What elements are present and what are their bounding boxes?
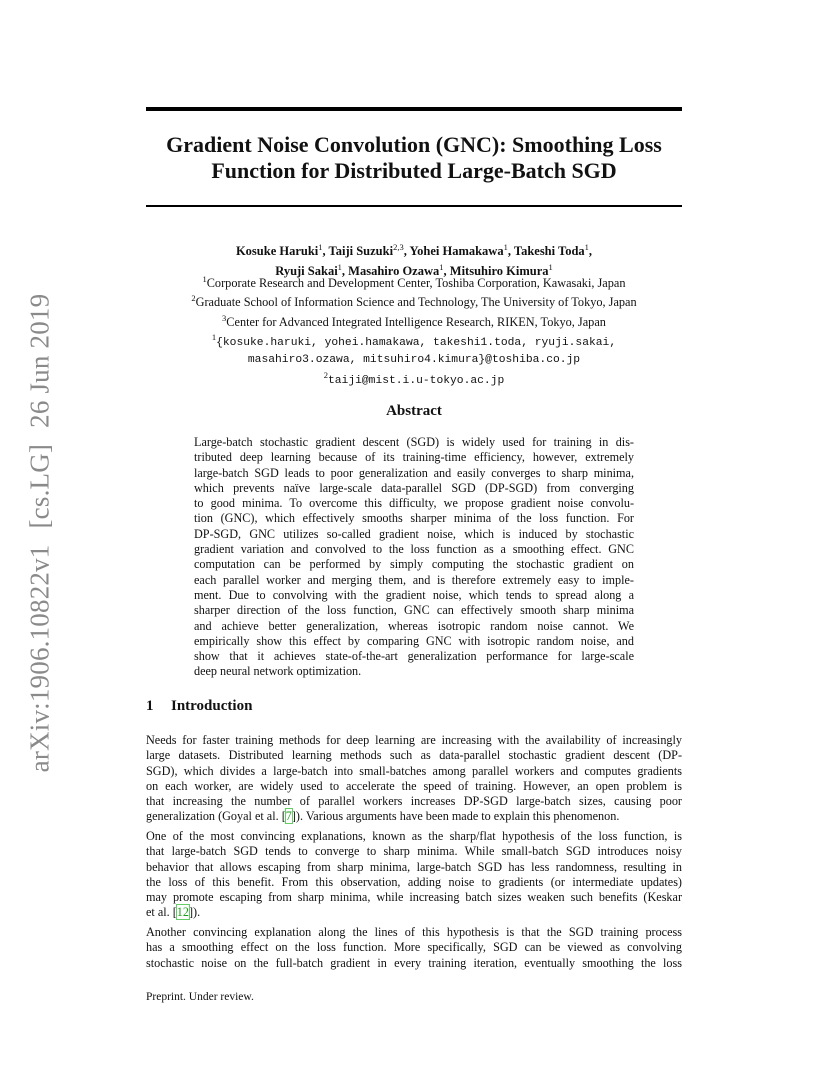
arxiv-category: [cs.LG] [24,443,55,529]
abstract-line: large-batch SGD leads to poor generalization and easily converges to sharp minima, [194,465,634,480]
paragraph-line: Needs for faster training methods for deep learning are increasing with the availability of increasingly [146,733,682,747]
paragraph-line: behavior that allows escaping from sharp minima, large-batch SGD has less randomness, resulting in [146,859,682,874]
author-name: Taiji Suzuki [328,244,394,259]
email-line [146,368,682,389]
abstract-line: empirically show this effect by comparing GNC with isotropic random noise, and [194,633,634,648]
author-affiliation-mark: 1 [548,261,553,272]
paragraph-text: et al. [ [146,905,177,920]
paragraph-line [146,905,682,920]
paragraph-line: that large-batch SGD tends to converge to sharp minima. While small-batch SGD introduces noisy [146,844,682,859]
citation-link[interactable]: 12 [176,905,189,920]
paragraph-line: SGD), which divides a large-batch into small-batches among parallel workers and computes gradients [146,763,682,778]
paragraph-3 [146,925,682,971]
abstract-line: and achieve better generalization, whereas isotropic random noise cannot. We [194,618,634,633]
author-line-2: Ryuji Sakai$^1$, Masahiro Ozawa$^1$, Mitsuhiro Kimura$^1$ [275,261,553,278]
paragraph-text: generalization (Goyal et al. [ [146,809,286,824]
title-top-rule [146,107,682,111]
email-line [146,351,682,368]
author-name: Yohei Hamakawa [409,244,504,259]
abstract-body [194,435,634,680]
abstract-line: to good minima. To overcome this difficulty, we propose gradient noise convolu- [194,496,634,511]
affiliation-mark: 1 [202,274,207,284]
paragraph-line: has a smoothing effect on the loss function. More specifically, SGD can be viewed as convolving [146,940,682,955]
author-affiliation-mark: 1 [503,242,508,252]
abstract-line: tion (GNC), which effectively smooths sharper minima of the loss function. For [194,511,634,526]
affiliation-line [146,291,682,310]
paragraph-1 [146,733,682,825]
paragraph-line [146,809,682,824]
paragraph-line: the loss of this benefit. From this observation, adding noise to gradients (or intermediate updates) [146,874,682,889]
abstract-line: DP-SGD, GNC utilizes so-called gradient noise, which is induced by stochastic [194,526,634,541]
paragraph-line: One of the most convincing explanations, known as the sharp/flat hypothesis of the loss function, is [146,829,682,843]
arxiv-date: 26 Jun 2019 [24,293,55,428]
author-name: Masahiro Ozawa [348,263,440,278]
author-affiliation-mark: 2,3 [393,242,404,252]
affiliation-line [146,311,682,330]
author-name: Takeshi Toda [513,244,585,259]
author-name: Ryuji Sakai [275,263,338,278]
paragraph-text: ]). Various arguments have been made to explain this phenomenon. [291,809,620,824]
paragraph-2 [146,829,682,921]
author-name: Mitsuhiro Kimura [449,263,549,278]
email-mark: 2 [323,370,328,381]
author-line-1: Kosuke Haruki$^1$, Taiji Suzuki$^{2,3}$, Yohei Hamakawa$^1$, Takeshi Toda$^1$, [235,242,593,259]
author-affiliation-mark: 1 [337,261,342,272]
citation-link[interactable]: 7 [285,809,292,824]
affiliation-text: Corporate Research and Development Center, Toshiba Corporation, Kawasaki, Japan [206,276,626,291]
affiliation-mark: 2 [191,293,196,304]
affiliation-text: Graduate School of Information Science and Technology, The University of Tokyo, Japan [195,295,637,310]
author-affiliation-mark: 1 [439,261,444,272]
section-number: 1 [146,698,154,714]
paragraph-line: Another convincing explanation along the lines of this hypothesis is that the SGD training process [146,925,682,939]
abstract-line: each parallel worker and merging them, and is therefore extremely easy to imple- [194,572,634,587]
paragraph-line: on each worker, are widely used to accelerate the speed of training. However, an open problem is [146,778,682,793]
abstract-line: computation can be performed by simply computing the stochastic gradient on [194,557,634,572]
author-affiliation-mark: 1 [318,242,323,252]
page-footer: Preprint. Under review. [146,991,254,1003]
affiliation-block [146,272,682,390]
affiliation-line [146,272,682,291]
abstract-line: Large-batch stochastic gradient descent (SGD) is widely used for training in dis- [194,435,634,449]
title-line-1: Gradient Noise Convolution (GNC): Smoothing Loss [166,132,662,157]
author-name: Kosuke Haruki [235,244,319,259]
affiliation-text: Center for Advanced Integrated Intelligence Research, RIKEN, Tokyo, Japan [226,314,606,329]
abstract-line: tributed deep learning because of its training-time efficiency, however, extremely [194,450,634,465]
section-title: Introduction [171,698,253,714]
paragraph-line: that increasing the number of parallel workers increases DP-SGD large-batch sizes, causing poor [146,794,682,809]
abstract-line: which prevents naïve large-scale data-parallel SGD (DP-SGD) from converging [194,480,634,495]
author-affiliation-mark: 1 [584,242,589,252]
section-heading [146,698,252,715]
email-text: taiji@mist.i.u-tokyo.ac.jp [327,375,505,388]
title-line-2: Function for Distributed Large-Batch SGD [211,158,617,183]
arxiv-id: arXiv:1906.10822v1 [24,544,55,773]
email-line [146,330,682,351]
paragraph-line: large datasets. Distributed learning methods such as data-parallel stochastic gradient descent (DP- [146,748,682,763]
abstract-line: show that it achieves state-of-the-art generalization performance for large-scale [194,649,634,664]
paragraph-text: ]). [188,905,201,920]
email-text: {kosuke.haruki, yohei.hamakawa, takeshi1.toda, ryuji.sakai, [216,336,617,349]
abstract-line: deep neural network optimization. [194,664,362,679]
abstract-line: gradient variation and convolved to the loss function as a smoothing effect. GNC [194,542,634,557]
email-text: masahiro3.ozawa, mitsuhiro4.kimura}@toshiba.co.jp [247,354,581,367]
abstract-line: sharper direction of the loss function, GNC can effectively smooth sharp minima [194,603,634,618]
email-mark: 1 [211,331,217,342]
title-bottom-rule [146,205,682,207]
abstract-line: ment. Due to convolving with the gradient noise, which tends to spread along a [194,587,634,602]
paragraph-line: stochastic noise on the full-batch gradient in every training iteration, eventually smoothing the loss [146,955,682,970]
abstract-heading: Abstract [386,403,442,419]
paper-title [146,132,682,184]
paragraph-line: may promote escaping from sharp minima, while increasing batch sizes weaken such benefits (Keskar [146,890,682,905]
affiliation-mark: 3 [222,312,227,323]
arxiv-identifier-stamp [25,278,56,773]
